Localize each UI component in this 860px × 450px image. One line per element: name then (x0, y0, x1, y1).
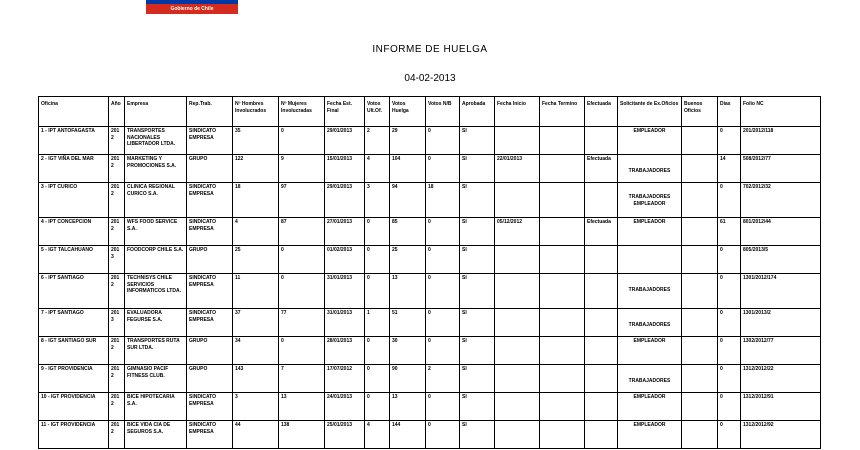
cell-oficina: 10 - IGT PROVIDENCIA (39, 393, 109, 421)
cell-fecha-inicio (495, 337, 540, 365)
cell-fecha-inicio (495, 421, 540, 449)
cell-mujeres: 0 (279, 274, 325, 309)
cell-folio: 1312/2012/92 (741, 421, 821, 449)
cell-votos-huelga: 51 (390, 309, 426, 337)
cell-hombres: 4 (233, 218, 279, 246)
cell-votos-ult: 0 (365, 218, 390, 246)
solicitante-primary: EMPLEADOR (633, 338, 666, 344)
cell-anio: 2012 (109, 127, 125, 155)
cell-fecha-termino (540, 365, 585, 393)
column-header: Efectuada (585, 97, 618, 127)
cell-anio: 2012 (109, 155, 125, 183)
cell-aprobada: SI (460, 421, 495, 449)
cell-rep: GRUPO (187, 365, 233, 393)
cell-aprobada: SI (460, 309, 495, 337)
cell-votos-huelga: 85 (390, 218, 426, 246)
column-header: Oficina (39, 97, 109, 127)
cell-rep: SINDICATO EMPRESA (187, 183, 233, 218)
cell-buenos (682, 421, 718, 449)
cell-hombres: 18 (233, 183, 279, 218)
cell-dias: 0 (718, 365, 741, 393)
report-title: INFORME DE HUELGA (372, 44, 488, 55)
cell-buenos (682, 218, 718, 246)
cell-votos-huelga: 144 (390, 421, 426, 449)
column-header: Votos Huelga (390, 97, 426, 127)
cell-fecha-est: 29/01/2013 (325, 127, 365, 155)
cell-votos-nb: 0 (426, 155, 460, 183)
cell-buenos (682, 155, 718, 183)
cell-votos-ult: 0 (365, 393, 390, 421)
cell-votos-huelga: 13 (390, 274, 426, 309)
cell-fecha-inicio: 22/01/2013 (495, 155, 540, 183)
cell-dias: 61 (718, 218, 741, 246)
cell-votos-huelga: 94 (390, 183, 426, 218)
cell-dias: 0 (718, 393, 741, 421)
cell-efectuada (585, 274, 618, 309)
cell-aprobada: SI (460, 246, 495, 274)
cell-dias: 0 (718, 127, 741, 155)
cell-votos-ult: 3 (365, 183, 390, 218)
cell-empresa: EVALUADORA FEGURSE S.A. (125, 309, 187, 337)
cell-anio: 2012 (109, 183, 125, 218)
table-row (39, 218, 821, 246)
cell-dias: 0 (718, 421, 741, 449)
table-row (39, 365, 821, 393)
cell-anio: 2013 (109, 246, 125, 274)
cell-empresa: CLINICA REGIONAL CURICO S.A. (125, 183, 187, 218)
cell-hombres: 3 (233, 393, 279, 421)
cell-folio: 1301/2013/2 (741, 309, 821, 337)
cell-fecha-termino (540, 127, 585, 155)
column-header: Buenos Oficios (682, 97, 718, 127)
solicitante-secondary: EMPLEADOR (633, 200, 666, 207)
column-header: Aprobada (460, 97, 495, 127)
cell-oficina: 2 - IGT VIÑA DEL MAR (39, 155, 109, 183)
cell-anio: 2012 (109, 218, 125, 246)
column-header: Votos N/B (426, 97, 460, 127)
cell-rep: SINDICATO EMPRESA (187, 309, 233, 337)
cell-fecha-est: 28/01/2013 (325, 337, 365, 365)
cell-rep: GRUPO (187, 246, 233, 274)
cell-mujeres: 97 (279, 183, 325, 218)
cell-hombres: 122 (233, 155, 279, 183)
cell-votos-huelga: 13 (390, 393, 426, 421)
cell-fecha-inicio (495, 309, 540, 337)
cell-votos-ult: 0 (365, 246, 390, 274)
cell-folio: 1312/2012/22 (741, 365, 821, 393)
cell-mujeres: 87 (279, 218, 325, 246)
cell-fecha-inicio (495, 274, 540, 309)
table-row (39, 246, 821, 274)
cell-votos-huelga: 29 (390, 127, 426, 155)
cell-mujeres: 0 (279, 337, 325, 365)
cell-fecha-termino (540, 274, 585, 309)
cell-votos-nb: 0 (426, 127, 460, 155)
cell-votos-nb: 0 (426, 421, 460, 449)
cell-dias: 0 (718, 337, 741, 365)
cell-anio: 2012 (109, 421, 125, 449)
cell-fecha-inicio: 05/12/2012 (495, 218, 540, 246)
cell-solicitante (618, 274, 682, 309)
cell-oficina: 8 - IGT SANTIAGO SUR (39, 337, 109, 365)
gobierno-logo (146, 0, 238, 14)
cell-hombres: 11 (233, 274, 279, 309)
table-row (39, 127, 821, 155)
cell-folio: 801/2012/44 (741, 218, 821, 246)
cell-hombres: 25 (233, 246, 279, 274)
cell-solicitante (618, 393, 682, 421)
cell-votos-nb: 0 (426, 218, 460, 246)
table-body (39, 127, 821, 449)
cell-fecha-termino (540, 218, 585, 246)
cell-fecha-termino (540, 337, 585, 365)
cell-buenos (682, 127, 718, 155)
cell-efectuada: Efectuada (585, 155, 618, 183)
cell-efectuada (585, 246, 618, 274)
cell-efectuada (585, 183, 618, 218)
column-header: Empresa (125, 97, 187, 127)
cell-buenos (682, 337, 718, 365)
cell-oficina: 6 - IPT SANTIAGO (39, 274, 109, 309)
logo-text: Gobierno de Chile (170, 6, 214, 12)
cell-fecha-inicio (495, 365, 540, 393)
cell-votos-huelga: 90 (390, 365, 426, 393)
table-row (39, 183, 821, 218)
cell-votos-huelga: 25 (390, 246, 426, 274)
cell-fecha-inicio (495, 393, 540, 421)
cell-oficina: 7 - IPT SANTIAGO (39, 309, 109, 337)
cell-fecha-termino (540, 183, 585, 218)
cell-solicitante (618, 309, 682, 337)
cell-anio: 2012 (109, 337, 125, 365)
cell-efectuada (585, 365, 618, 393)
cell-buenos (682, 365, 718, 393)
cell-aprobada: SI (460, 183, 495, 218)
cell-fecha-est: 15/01/2013 (325, 155, 365, 183)
cell-mujeres: 138 (279, 421, 325, 449)
cell-empresa: TRANSPORTES RUTA SUR LTDA. (125, 337, 187, 365)
cell-empresa: GIMNASIO PACIF FITNESS CLUB. (125, 365, 187, 393)
cell-aprobada: SI (460, 127, 495, 155)
cell-folio: 508/2012/77 (741, 155, 821, 183)
strike-report-table (38, 96, 821, 449)
cell-fecha-inicio (495, 127, 540, 155)
cell-fecha-est: 31/01/2013 (325, 309, 365, 337)
column-header: Nº Mujeres Involucradas (279, 97, 325, 127)
cell-solicitante (618, 183, 682, 218)
cell-dias: 0 (718, 183, 741, 218)
cell-fecha-est: 01/02/2013 (325, 246, 365, 274)
cell-efectuada (585, 421, 618, 449)
cell-empresa: WFS FOOD SERVICE S.A. (125, 218, 187, 246)
cell-votos-ult: 0 (365, 274, 390, 309)
cell-fecha-termino (540, 309, 585, 337)
cell-hombres: 37 (233, 309, 279, 337)
cell-fecha-est: 25/01/2013 (325, 421, 365, 449)
cell-fecha-termino (540, 246, 585, 274)
table-header-row (39, 97, 821, 127)
cell-mujeres: 0 (279, 127, 325, 155)
column-header: Año (109, 97, 125, 127)
cell-votos-ult: 0 (365, 337, 390, 365)
cell-votos-huelga: 30 (390, 337, 426, 365)
cell-fecha-est: 29/01/2013 (325, 183, 365, 218)
cell-aprobada: SI (460, 337, 495, 365)
cell-hombres: 34 (233, 337, 279, 365)
solicitante-primary (620, 310, 679, 322)
table-row (39, 309, 821, 337)
cell-efectuada (585, 127, 618, 155)
cell-rep: SINDICATO EMPRESA (187, 127, 233, 155)
cell-oficina: 4 - IPT CONCEPCION (39, 218, 109, 246)
cell-aprobada: SI (460, 274, 495, 309)
cell-oficina: 9 - IGT PROVIDENCIA (39, 365, 109, 393)
cell-votos-huelga: 104 (390, 155, 426, 183)
cell-folio: 1312/2012/91 (741, 393, 821, 421)
cell-votos-nb: 0 (426, 274, 460, 309)
cell-anio: 2013 (109, 309, 125, 337)
column-header: Folio NC (741, 97, 821, 127)
column-header: Fecha Est. Final (325, 97, 365, 127)
cell-votos-ult: 4 (365, 155, 390, 183)
column-header: Fecha Termino (540, 97, 585, 127)
cell-folio: 702/2012/32 (741, 183, 821, 218)
column-header: Días (718, 97, 741, 127)
cell-folio: 1301/2012/174 (741, 274, 821, 309)
cell-mujeres: 9 (279, 155, 325, 183)
solicitante-primary: EMPLEADOR (633, 219, 666, 225)
cell-empresa: TECHNISYS CHILE SERVICIOS INFORMATICOS LTDA. (125, 274, 187, 309)
cell-votos-ult: 2 (365, 127, 390, 155)
cell-folio: 805/2013/5 (741, 246, 821, 274)
solicitante-secondary: TRABAJADORES (628, 168, 671, 174)
cell-rep: SINDICATO EMPRESA (187, 393, 233, 421)
table-row (39, 393, 821, 421)
cell-empresa: FOODCORP CHILE S.A. (125, 246, 187, 274)
solicitante-secondary: TRABAJADORES (628, 378, 671, 384)
cell-votos-ult: 1 (365, 309, 390, 337)
cell-hombres: 35 (233, 127, 279, 155)
cell-oficina: 11 - IGT PROVIDENCIA (39, 421, 109, 449)
cell-oficina: 3 - IPT CURICO (39, 183, 109, 218)
column-header: Solicitante de Ex.Oficios (618, 97, 682, 127)
cell-solicitante (618, 218, 682, 246)
cell-empresa: BICE HIPOTECARIA S.A. (125, 393, 187, 421)
solicitante-secondary: TRABAJADORES (628, 322, 671, 328)
cell-fecha-inicio (495, 246, 540, 274)
cell-solicitante (618, 365, 682, 393)
cell-folio: 201/2012/118 (741, 127, 821, 155)
cell-aprobada: SI (460, 365, 495, 393)
cell-votos-ult: 0 (365, 365, 390, 393)
cell-oficina: 1 - IPT ANTOFAGASTA (39, 127, 109, 155)
cell-efectuada: Efectuada (585, 218, 618, 246)
cell-solicitante (618, 337, 682, 365)
cell-solicitante (618, 155, 682, 183)
cell-votos-nb: 0 (426, 393, 460, 421)
column-header: Nº Hombres Involucrados (233, 97, 279, 127)
cell-oficina: 5 - IGT TALCAHUANO (39, 246, 109, 274)
cell-empresa: TRANSPORTES NACIONALES LIBERTADOR LTDA. (125, 127, 187, 155)
cell-buenos (682, 183, 718, 218)
cell-votos-ult: 4 (365, 421, 390, 449)
cell-buenos (682, 393, 718, 421)
cell-hombres: 44 (233, 421, 279, 449)
cell-buenos (682, 309, 718, 337)
cell-mujeres: 7 (279, 365, 325, 393)
cell-fecha-termino (540, 421, 585, 449)
cell-dias: 0 (718, 309, 741, 337)
table-row (39, 155, 821, 183)
cell-aprobada: SI (460, 393, 495, 421)
solicitante-primary (620, 156, 679, 168)
cell-buenos (682, 274, 718, 309)
cell-efectuada (585, 337, 618, 365)
cell-aprobada: SI (460, 218, 495, 246)
solicitante-primary: EMPLEADOR (633, 422, 666, 428)
table-row (39, 337, 821, 365)
cell-solicitante (618, 127, 682, 155)
cell-rep: GRUPO (187, 337, 233, 365)
solicitante-primary: EMPLEADOR (633, 394, 666, 400)
cell-mujeres: 13 (279, 393, 325, 421)
cell-dias: 0 (718, 274, 741, 309)
cell-dias: 14 (718, 155, 741, 183)
cell-rep: SINDICATO EMPRESA (187, 274, 233, 309)
solicitante-primary (620, 366, 679, 378)
cell-rep: SINDICATO EMPRESA (187, 421, 233, 449)
logo-red-band (146, 4, 238, 14)
solicitante-primary: EMPLEADOR (633, 128, 666, 134)
table-row (39, 274, 821, 309)
cell-votos-nb: 0 (426, 309, 460, 337)
cell-fecha-est: 31/01/2013 (325, 274, 365, 309)
cell-aprobada: SI (460, 155, 495, 183)
cell-anio: 2012 (109, 274, 125, 309)
cell-solicitante (618, 246, 682, 274)
cell-fecha-est: 27/01/2013 (325, 218, 365, 246)
cell-mujeres: 77 (279, 309, 325, 337)
column-header: Fecha Inicio (495, 97, 540, 127)
cell-fecha-termino (540, 393, 585, 421)
cell-fecha-termino (540, 155, 585, 183)
solicitante-primary: TRABAJADORES (628, 194, 671, 200)
cell-fecha-inicio (495, 183, 540, 218)
cell-solicitante (618, 421, 682, 449)
cell-empresa: MARKETING Y PROMOCIONES S.A. (125, 155, 187, 183)
column-header: Rep.Trab. (187, 97, 233, 127)
report-date: 04-02-2013 (404, 73, 456, 84)
cell-votos-nb: 2 (426, 365, 460, 393)
cell-fecha-est: 24/01/2013 (325, 393, 365, 421)
column-header: Votos Ult.Of. (365, 97, 390, 127)
cell-mujeres: 0 (279, 246, 325, 274)
cell-hombres: 143 (233, 365, 279, 393)
cell-votos-nb: 0 (426, 246, 460, 274)
cell-votos-nb: 18 (426, 183, 460, 218)
cell-efectuada (585, 309, 618, 337)
cell-anio: 2012 (109, 365, 125, 393)
cell-anio: 2012 (109, 393, 125, 421)
cell-efectuada (585, 393, 618, 421)
cell-fecha-est: 17/07/2012 (325, 365, 365, 393)
cell-rep: SINDICATO EMPRESA (187, 218, 233, 246)
cell-folio: 1302/2012/77 (741, 337, 821, 365)
table-row (39, 421, 821, 449)
cell-empresa: BICE VIDA CIA DE SEGUROS S.A. (125, 421, 187, 449)
cell-rep: GRUPO (187, 155, 233, 183)
solicitante-primary: TRABAJADORES (628, 287, 671, 293)
cell-dias: 0 (718, 246, 741, 274)
cell-votos-nb: 0 (426, 337, 460, 365)
cell-buenos (682, 246, 718, 274)
